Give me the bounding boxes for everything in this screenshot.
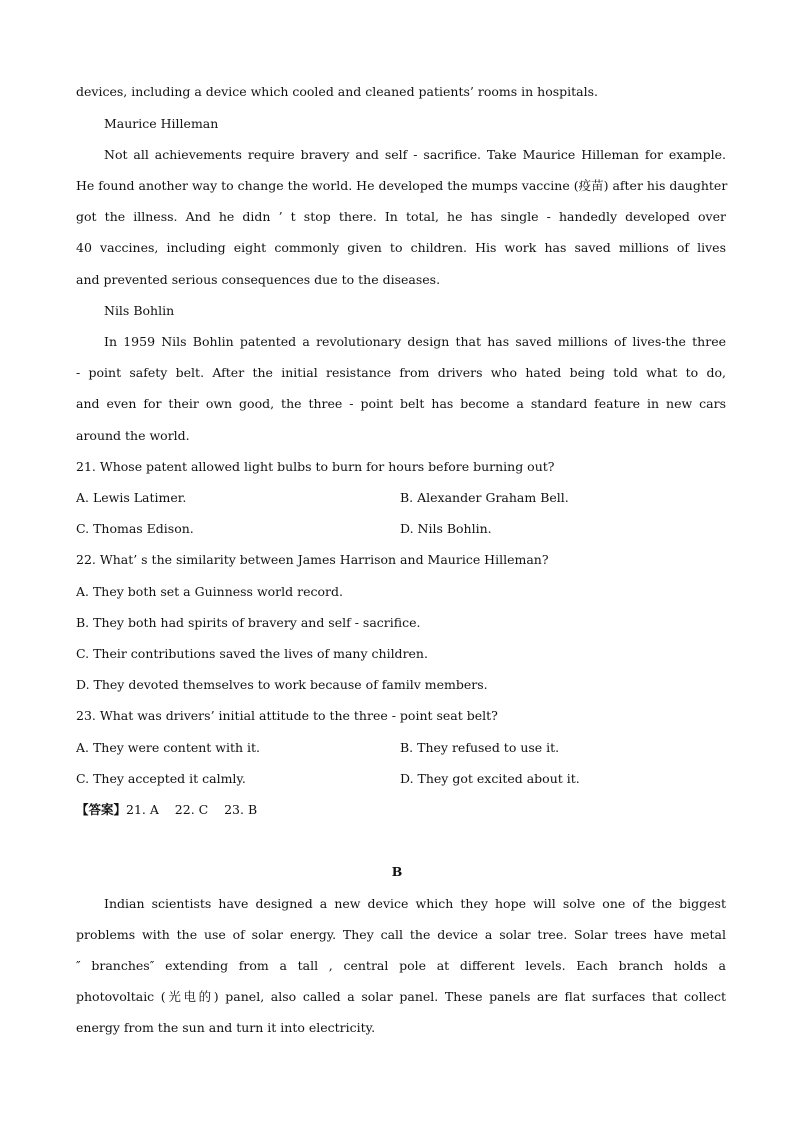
option-c: C. Their contributions saved the lives of many children. xyxy=(76,646,428,661)
paragraph-line: In 1959 Nils Bohlin patented a revolutionary design that has saved millions of lives-the three xyxy=(104,334,726,349)
option-b: B. Alexander Graham Bell. xyxy=(400,490,569,505)
section-b-heading: B xyxy=(391,864,403,879)
answer-text: 21. A 22. C 23. B xyxy=(126,802,258,817)
paragraph-line: Not all achievements require bravery and self - sacrifice. Take Maurice Hilleman for example. xyxy=(104,147,726,162)
option-a: A. Lewis Latimer. xyxy=(76,490,187,505)
question-stem: 23. What was drivers’ initial attitude to the three - point seat belt? xyxy=(76,708,498,723)
question-stem: 21. Whose patent allowed light bulbs to burn for hours before burning out? xyxy=(76,459,555,474)
option-d: D. They devoted themselves to work because of familv members. xyxy=(76,677,488,692)
answer-key xyxy=(76,801,726,819)
option-d: D. Nils Bohlin. xyxy=(400,521,492,536)
question-stem: 22. What’ s the similarity between James Harrison and Maurice Hilleman? xyxy=(76,552,549,567)
paragraph-line: energy from the sun and turn it into electricity. xyxy=(76,1020,376,1035)
option-c: C. They accepted it calmly. xyxy=(76,771,246,786)
option-b: B. They refused to use it. xyxy=(400,740,560,755)
paragraph-line: and even for their own good, the three - point belt has become a standard feature in new cars xyxy=(76,396,726,411)
paragraph-line: - point safety belt. After the initial resistance from drivers who hated being told what to do, xyxy=(76,365,726,380)
section-heading-bohlin: Nils Bohlin xyxy=(104,303,175,318)
option-d: D. They got excited about it. xyxy=(400,771,580,786)
paragraph-line: got the illness. And he didn ’ t stop there. In total, he has single - handedly developed over xyxy=(76,209,726,224)
option-a: A. They both set a Guinness world record. xyxy=(76,584,343,599)
paragraph-line: He found another way to change the world. He developed the mumps vaccine (疫苗) after his daughter xyxy=(76,178,728,193)
paragraph-line: Indian scientists have designed a new device which they hope will solve one of the biggest xyxy=(104,896,726,911)
paragraph-line: problems with the use of solar energy. They call the device a solar tree. Solar trees have metal xyxy=(76,927,726,942)
paragraph-line: photovoltaic (光电的) panel, also called a solar panel. These panels are flat surfaces that collect xyxy=(76,989,726,1004)
answer-label: 【答案】 xyxy=(76,802,127,817)
section-heading-hilleman: Maurice Hilleman xyxy=(104,116,219,131)
option-a: A. They were content with it. xyxy=(76,740,261,755)
paragraph-line: around the world. xyxy=(76,428,190,443)
paragraph-line: 40 vaccines, including eight commonly given to children. His work has saved millions of lives xyxy=(76,240,726,255)
paragraph-line: devices, including a device which cooled and cleaned patients’ rooms in hospitals. xyxy=(76,84,598,99)
option-c: C. Thomas Edison. xyxy=(76,521,194,536)
option-b: B. They both had spirits of bravery and self - sacrifice. xyxy=(76,615,421,630)
paragraph-line: ″ branches″ extending from a tall , central pole at different levels. Each branch holds a xyxy=(76,958,726,973)
paragraph-line: and prevented serious consequences due to the diseases. xyxy=(76,272,441,287)
